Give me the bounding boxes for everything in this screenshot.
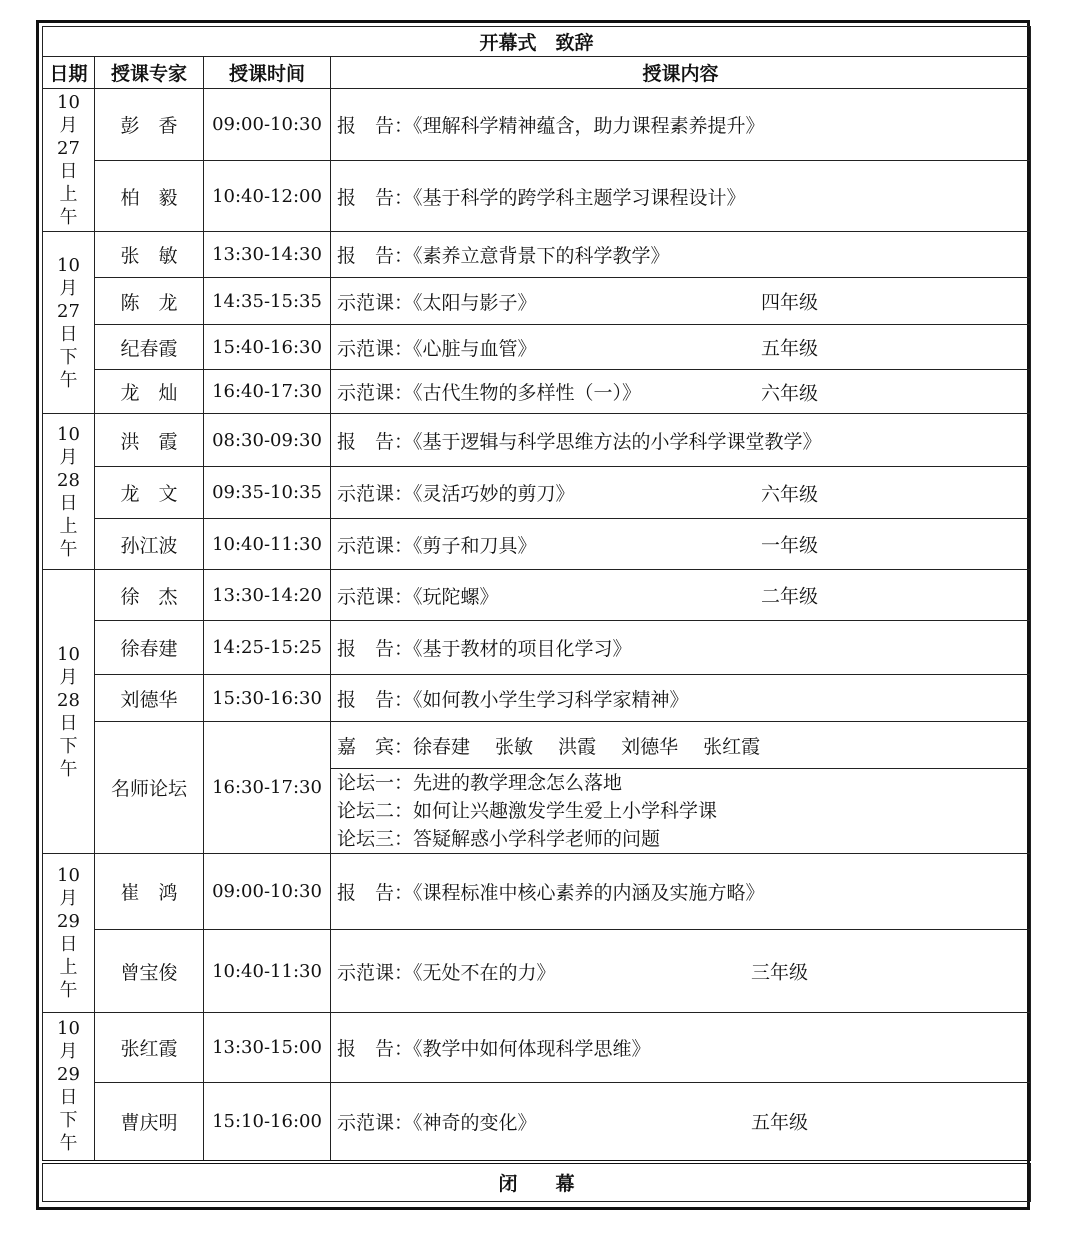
- table-row: [43, 570, 1031, 621]
- table-row: [43, 278, 1031, 325]
- content-cell: 示范课：《剪子和刀具》 一年级: [331, 519, 1031, 570]
- content-cell: 示范课：《古代生物的多样性（一）》 六年级: [331, 370, 1031, 414]
- time-cell: 10:40-12:00: [204, 161, 331, 232]
- content-cell: 示范课：《无处不在的力》 三年级: [331, 930, 1031, 1013]
- time-cell: 14:35-15:35: [204, 278, 331, 325]
- expert-cell: 刘德华: [95, 675, 204, 722]
- expert-cell: 柏 毅: [95, 161, 204, 232]
- table-row: [43, 370, 1031, 414]
- schedule-table: [42, 26, 1031, 1202]
- time-cell: 09:00-10:30: [204, 854, 331, 930]
- grade-label: 四年级: [761, 291, 819, 314]
- time-cell: 16:40-17:30: [204, 370, 331, 414]
- content-cell: 报 告：《基于教材的项目化学习》: [331, 621, 1031, 675]
- time-cell: 15:40-16:30: [204, 325, 331, 370]
- content-cell: 示范课：《灵活巧妙的剪刀》 六年级: [331, 467, 1031, 519]
- opening-row: [43, 27, 1031, 57]
- closing-cell: 闭 幕: [43, 1162, 1031, 1202]
- forum-topic: 论坛一：先进的教学理念怎么落地: [337, 772, 623, 794]
- content-cell: 报 告：《如何教小学生学习科学家精神》: [331, 675, 1031, 722]
- expert-cell: 徐 杰: [95, 570, 204, 621]
- forum-topic: 论坛三：答疑解惑小学科学老师的问题: [337, 828, 661, 850]
- table-row: [43, 854, 1031, 930]
- content-cell: 示范课：《太阳与影子》 四年级: [331, 278, 1031, 325]
- content-cell: 示范课：《玩陀螺》 二年级: [331, 570, 1031, 621]
- table-row: [43, 467, 1031, 519]
- forum-time-cell: 16:30-17:30: [204, 722, 331, 854]
- grade-label: 二年级: [761, 585, 819, 608]
- content-cell: 报 告：《基于逻辑与科学思维方法的小学科学课堂教学》: [331, 414, 1031, 467]
- expert-cell: 彭 香: [95, 89, 204, 161]
- opening-cell: 开幕式 致辞: [43, 27, 1031, 57]
- date-cell: 10 月 28 日 下 午: [43, 570, 95, 854]
- time-cell: 13:30-15:00: [204, 1013, 331, 1083]
- table-row: [43, 621, 1031, 675]
- forum-topic: 论坛二：如何让兴趣激发学生爱上小学科学课: [337, 800, 718, 822]
- time-cell: 13:30-14:20: [204, 570, 331, 621]
- grade-label: 五年级: [751, 1111, 809, 1134]
- content-cell: 示范课：《心脏与血管》 五年级: [331, 325, 1031, 370]
- time-cell: 10:40-11:30: [204, 519, 331, 570]
- content-cell: 报 告：《素养立意背景下的科学教学》: [331, 232, 1031, 278]
- table-row: [43, 675, 1031, 722]
- expert-cell: 徐春建: [95, 621, 204, 675]
- time-cell: 08:30-09:30: [204, 414, 331, 467]
- expert-cell: 张红霞: [95, 1013, 204, 1083]
- date-cell: 10 月 29 日 下 午: [43, 1013, 95, 1162]
- date-cell: 10 月 27 日 下 午: [43, 232, 95, 414]
- expert-cell: 崔 鸿: [95, 854, 204, 930]
- expert-cell: 曾宝俊: [95, 930, 204, 1013]
- content-cell: 报 告：《理解科学精神蕴含，助力课程素养提升》: [331, 89, 1031, 161]
- expert-cell: 龙 灿: [95, 370, 204, 414]
- grade-label: 五年级: [761, 337, 819, 360]
- expert-cell: 孙江波: [95, 519, 204, 570]
- header-content: 授课内容: [331, 57, 1031, 89]
- table-row: [43, 232, 1031, 278]
- time-cell: 15:30-16:30: [204, 675, 331, 722]
- time-cell: 10:40-11:30: [204, 930, 331, 1013]
- table-row: [43, 89, 1031, 161]
- table-row: [43, 161, 1031, 232]
- table-row: [43, 325, 1031, 370]
- expert-cell: 洪 霞: [95, 414, 204, 467]
- forum-guests-row: [43, 722, 1031, 769]
- time-cell: 09:00-10:30: [204, 89, 331, 161]
- grade-label: 一年级: [761, 534, 819, 557]
- table-row: [43, 930, 1031, 1013]
- date-cell: 10 月 28 日 上 午: [43, 414, 95, 570]
- content-cell: 报 告：《课程标准中核心素养的内涵及实施方略》: [331, 854, 1031, 930]
- table-row: [43, 1083, 1031, 1162]
- time-cell: 09:35-10:35: [204, 467, 331, 519]
- grade-label: 六年级: [761, 483, 819, 505]
- content-cell: 报 告：《基于科学的跨学科主题学习课程设计》: [331, 161, 1031, 232]
- table-row: [43, 1013, 1031, 1083]
- closing-row: [43, 1162, 1031, 1202]
- expert-cell: 纪春霞: [95, 325, 204, 370]
- date-cell: 10 月 27 日 上 午: [43, 89, 95, 232]
- content-cell: 示范课：《神奇的变化》 五年级: [331, 1083, 1031, 1162]
- grade-label: 六年级: [761, 382, 819, 404]
- expert-cell: 曹庆明: [95, 1083, 204, 1162]
- header-row: [43, 57, 1031, 89]
- grade-label: 三年级: [751, 961, 809, 984]
- time-cell: 14:25-15:25: [204, 621, 331, 675]
- forum-guests-cell: 嘉 宾：徐春建 张敏 洪霞 刘德华 张红霞: [331, 722, 1031, 769]
- forum-expert-cell: 名师论坛: [95, 722, 204, 854]
- content-cell: 报 告：《教学中如何体现科学思维》: [331, 1013, 1031, 1083]
- expert-cell: 张 敏: [95, 232, 204, 278]
- time-cell: 15:10-16:00: [204, 1083, 331, 1162]
- header-time: 授课时间: [204, 57, 331, 89]
- time-cell: 13:30-14:30: [204, 232, 331, 278]
- expert-cell: 陈 龙: [95, 278, 204, 325]
- header-date: 日期: [43, 57, 95, 89]
- header-expert: 授课专家: [95, 57, 204, 89]
- forum-topics-cell: [331, 769, 1031, 854]
- date-cell: 10 月 29 日 上 午: [43, 854, 95, 1013]
- table-row: [43, 414, 1031, 467]
- table-row: [43, 519, 1031, 570]
- expert-cell: 龙 文: [95, 467, 204, 519]
